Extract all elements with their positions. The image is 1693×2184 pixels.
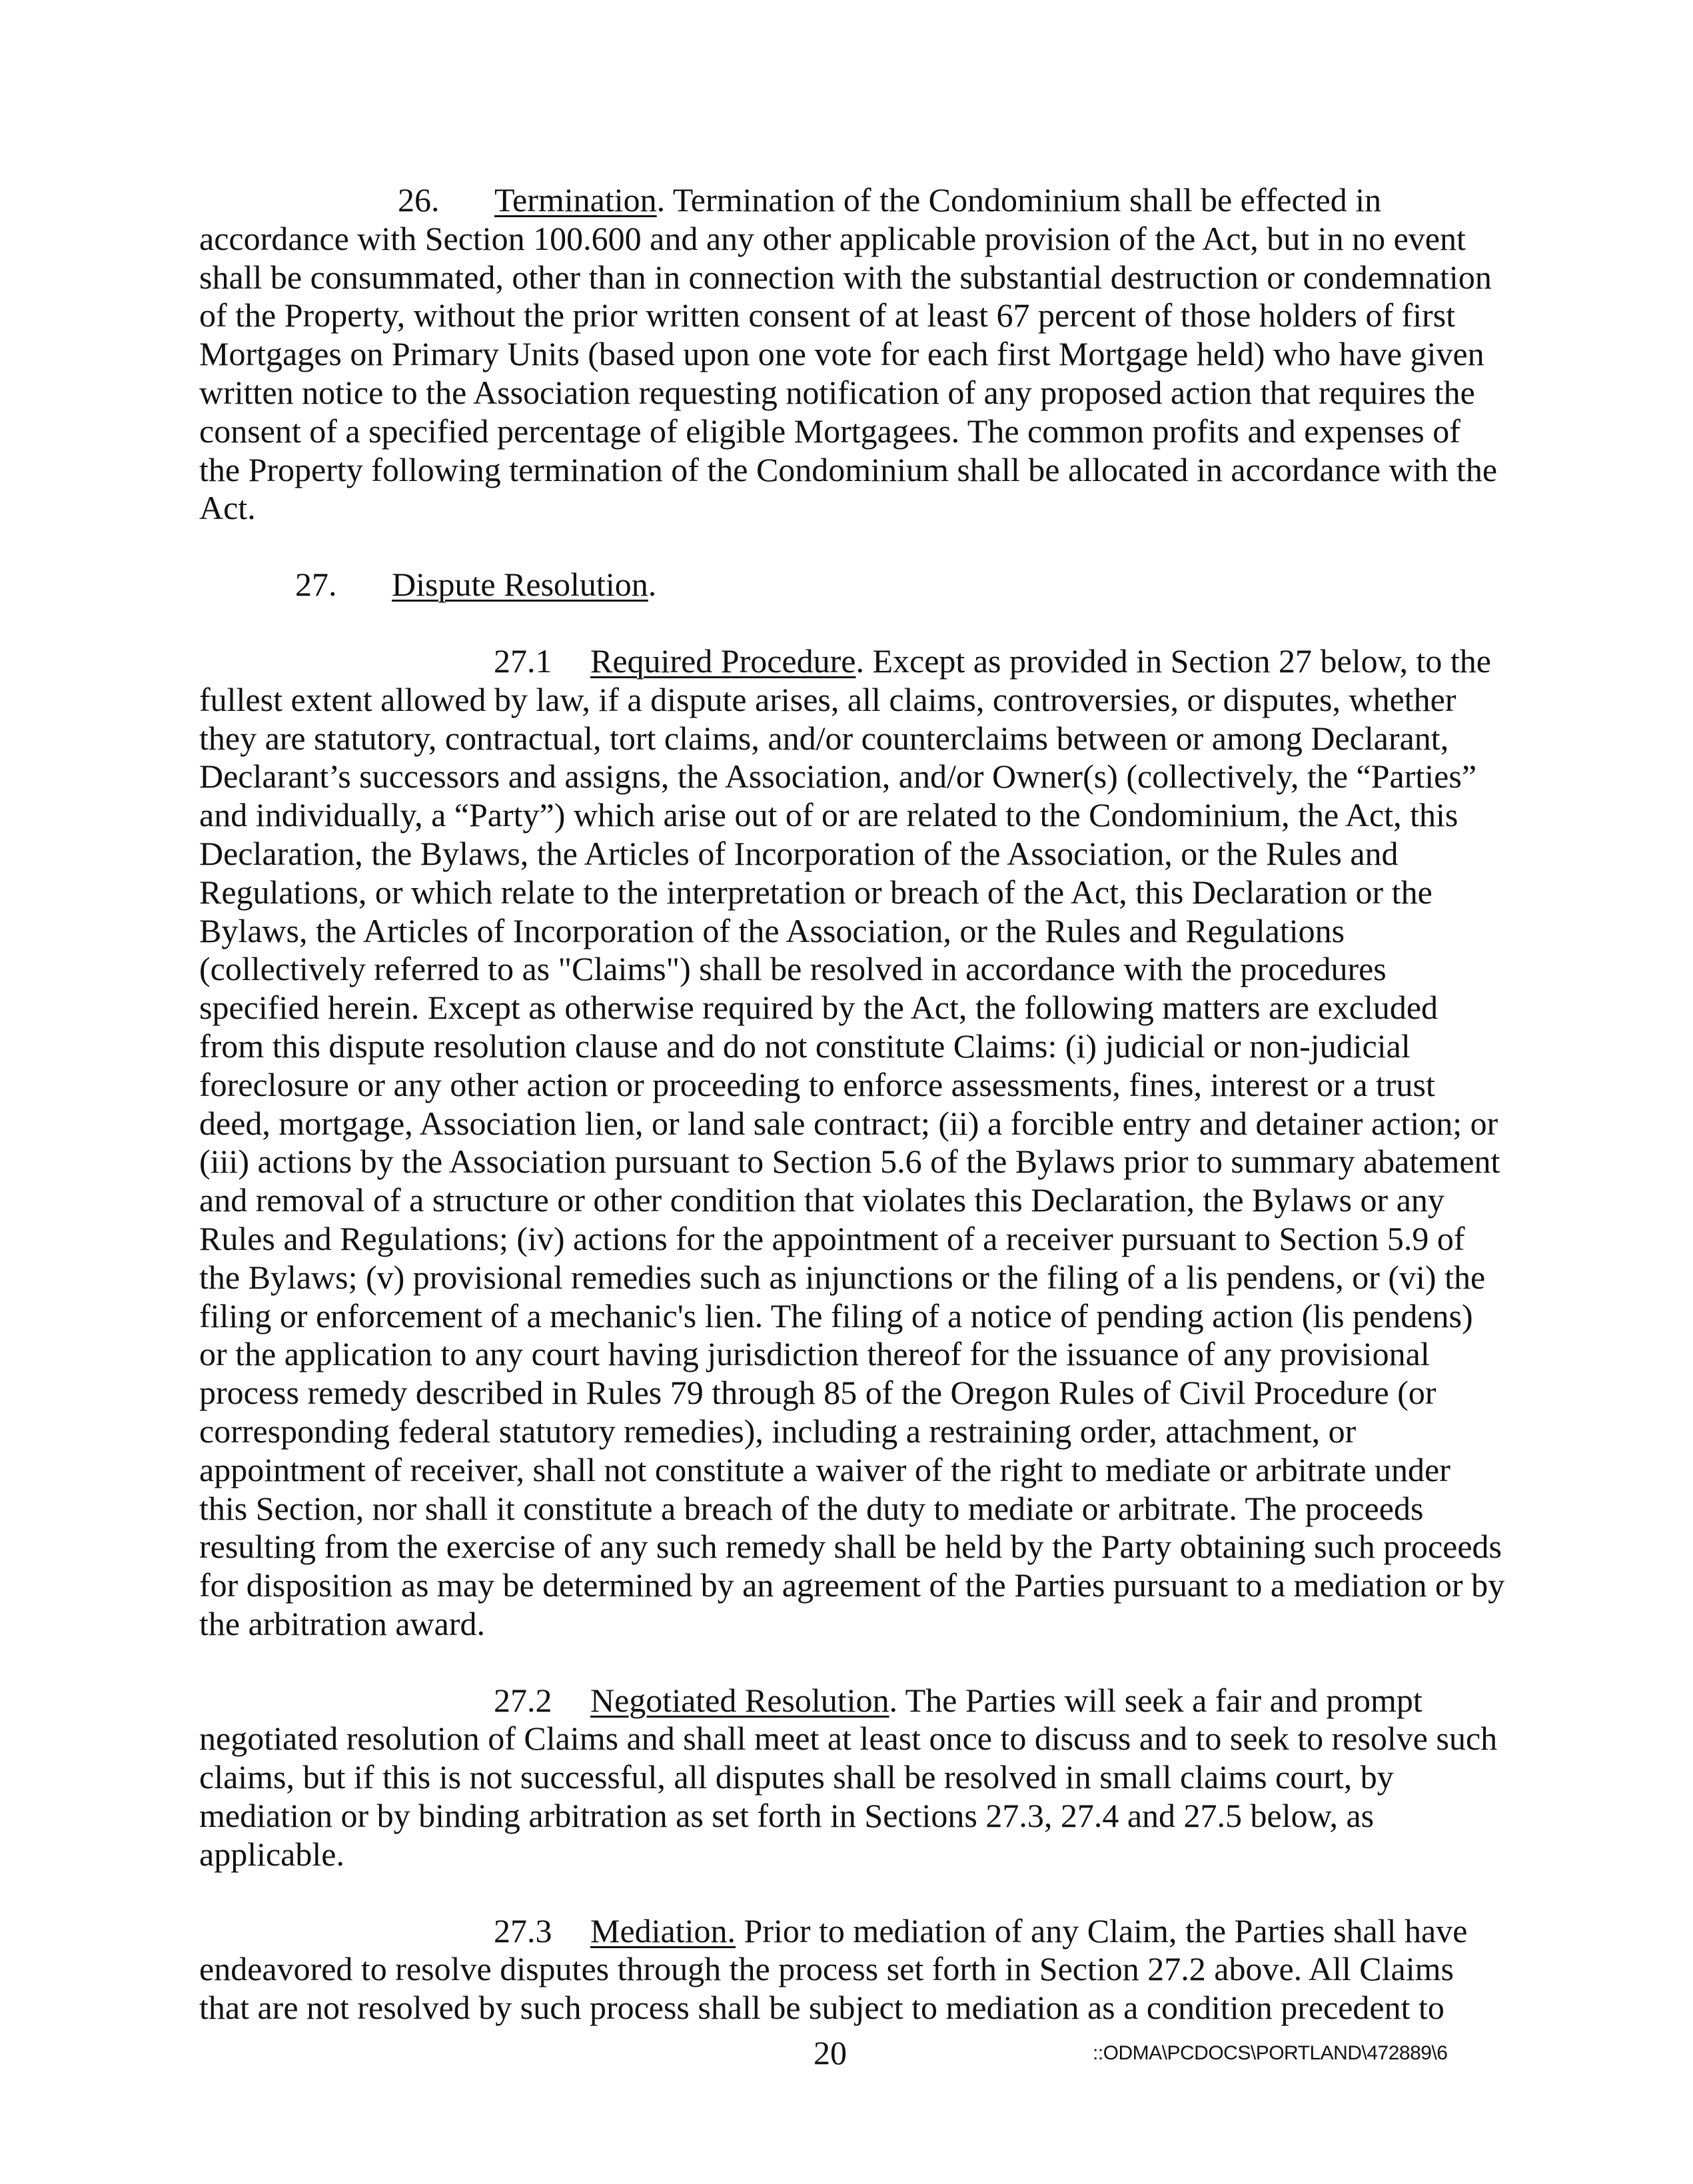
section-26-text: . Termination of the Condominium shall be effected in accordance with Section 100.600 and any other applicable provision of the Act, but in no event shall be consummated, other than in connection with the substantial destruction or condemnation of the Property, without the prior written consent of at least 67 percent of those holders of first Mortgages on Primary Units (based upon one vote for each first Mortgage held) who have given written notice to the Association requesting notification of any proposed action that requires the consent of a specified percentage of eligible Mortgagees. The common profits and expenses of the Property following termination of the Condominium shall be allocated in accordance with the Act. [199, 181, 1498, 527]
page-number: 20 [814, 2034, 847, 2071]
section-27-2-text: . The Parties will seek a fair and prompt negotiated resolution of Claims and shall meet at least once to discuss and to seek to resolve such claims, but if this is not successful, all disputes shall be resolved in small claims court, by mediation or by binding arbitration as set forth in Sections 27.3, 27.4 and 27.5 below, as applicable. [199, 1681, 1498, 1873]
section-27-3-number: 27.3 [494, 1911, 552, 1949]
section-27-3-heading: Mediation. [590, 1911, 736, 1949]
section-27-1-number: 27.1 [494, 642, 552, 680]
section-27-2-heading: Negotiated Resolution [590, 1681, 889, 1719]
section-26-heading: Termination [494, 181, 657, 219]
section-27-number: 27. [295, 566, 337, 604]
section-27-3-text: Prior to mediation of any Claim, the Parties shall have endeavored to resolve disputes through the process set forth in Section 27.2 above. All Claims that are not resolved by such process shall be subject to mediation as a condition precedent to [199, 1911, 1468, 2027]
section-27-2-paragraph [199, 1682, 1505, 1874]
section-27-paragraph [199, 566, 1505, 604]
section-26-paragraph [199, 181, 1505, 528]
section-27-3-paragraph [199, 1912, 1505, 2027]
section-27-heading: Dispute Resolution [392, 566, 648, 604]
section-27-1-heading: Required Procedure [590, 642, 856, 680]
section-27-2-number: 27.2 [494, 1681, 552, 1719]
section-27-text: . [648, 566, 657, 604]
section-27-1-text: . Except as provided in Section 27 below, to the fullest extent allowed by law, if a dispute arises, all claims, controversies, or disputes, whether they are statutory, contractual, tort claims, and/or counterclaims between or among Declarant, Declarant’s successors and assigns, the Association, and/or Owner(s) (collectively, the “Parties” and individually, a “Party”) which arise out of or are related to the Condominium, the Act, this Declaration, the Bylaws, the Articles of Incorporation of the Association, or the Rules and Regulations, or which relate to the interpretation or breach of the Act, this Declaration or the Bylaws, the Articles of Incorporation of the Association, or the Rules and Regulations (collectively referred to as "Claims") shall be resolved in accordance with the procedures specified herein. Except as otherwise required by the Act, the following matters are excluded from this dispute resolution clause and do not constitute Claims: (i) judicial or non-judicial foreclosure or any other action or proceeding to enforce assessments, fines, interest or a trust deed, mortgage, Association lien, or land sale contract; (ii) a forcible entry and detainer action; or (iii) actions by the Association pursuant to Section 5.6 of the Bylaws prior to summary abatement and removal of a structure or other condition that violates this Declaration, the Bylaws or any Rules and Regulations; (iv) actions for the appointment of a receiver pursuant to Section 5.9 of the Bylaws; (v) provisional remedies such as injunctions or the filing of a lis pendens, or (vi) the filing or enforcement of a mechanic's lien. The filing of a notice of pending action (lis pendens) or the application to any court having jurisdiction thereof for the issuance of any provisional process remedy described in Rules 79 through 85 of the Oregon Rules of Civil Procedure (or corresponding federal statutory remedies), including a restraining order, attachment, or appointment of receiver, shall not constitute a waiver of the right to mediate or arbitrate under this Section, nor shall it constitute a breach of the duty to mediate or arbitrate. The proceeds resulting from the exercise of any such remedy shall be held by the Party obtaining such proceeds for disposition as may be determined by an agreement of the Parties pursuant to a mediation or by the arbitration award. [199, 642, 1505, 1642]
section-26-number: 26. [398, 181, 440, 219]
document-body [199, 181, 1505, 2027]
section-27-1-paragraph [199, 642, 1505, 1644]
document-id-footer: ::ODMA\PCDOCS\PORTLAND\472889\6 [1093, 2042, 1448, 2064]
